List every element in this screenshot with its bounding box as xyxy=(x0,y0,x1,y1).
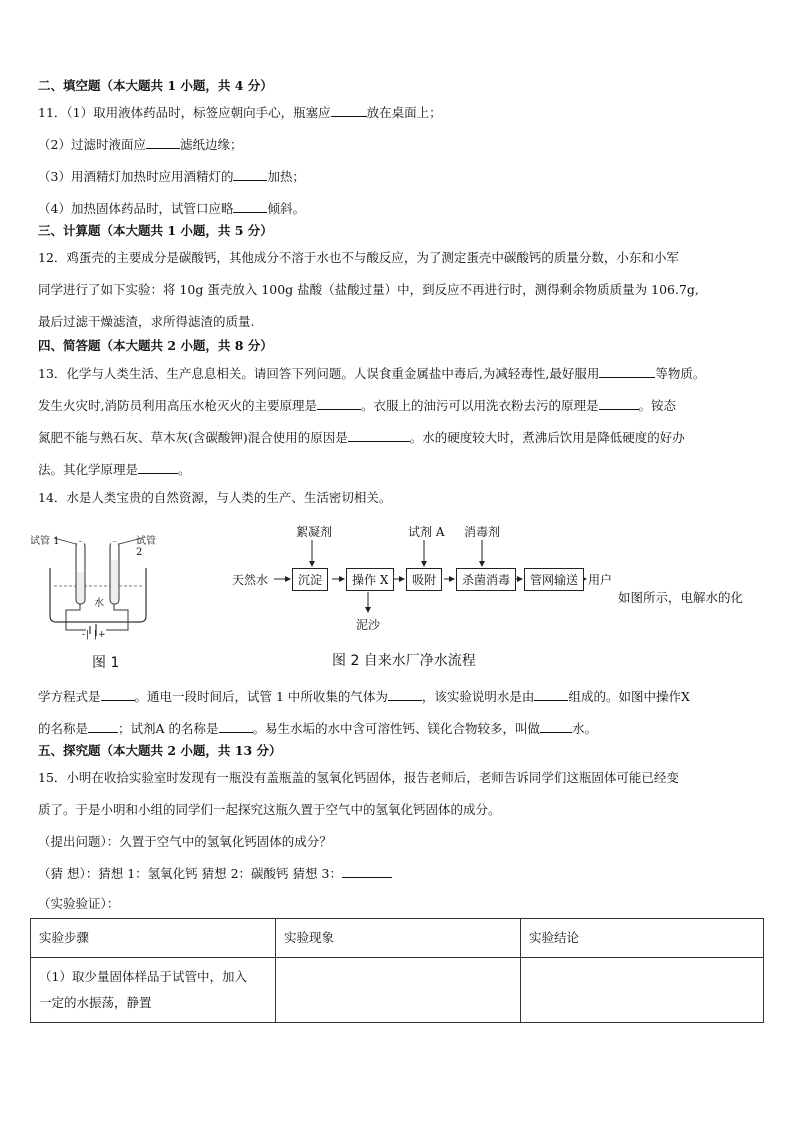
q13-text: 13．化学与人类生活、生产息息相关。请回答下列问题。人误食重金属盐中毒后,为减轻毒性,最好服用 xyxy=(38,366,600,381)
q11-line3 xyxy=(38,168,305,185)
flow-flocculant: 絮凝剂 xyxy=(296,525,333,539)
blank[interactable] xyxy=(138,461,178,474)
flow-source: 天然水 xyxy=(232,573,269,587)
q15-guess xyxy=(38,865,392,882)
q14-text: ；试剂A 的名称是 xyxy=(118,721,219,736)
q12-line3: 最后过滤干燥滤渣，求所得滤渣的质量. xyxy=(38,314,255,329)
q11-line2 xyxy=(38,136,242,153)
table-row xyxy=(31,958,764,1023)
q11-text: 滤纸边缘； xyxy=(179,137,243,152)
blank[interactable] xyxy=(219,720,253,733)
q15-verify: （实验验证）： xyxy=(38,896,120,911)
q13-line4 xyxy=(38,461,191,478)
blank[interactable] xyxy=(342,865,392,878)
q12-line1: 12．鸡蛋壳的主要成分是碳酸钙，其他成分不溶于水也不与酸反应，为了测定蛋壳中碳酸钙的质量分数，小东和小军 xyxy=(38,250,679,265)
q14-line1: 14．水是人类宝贵的自然资源，与人类的生产、生活密切相关。 xyxy=(38,490,392,505)
q14-text: 。易生水垢的水中含可溶性钙、镁化合物较多，叫做 xyxy=(252,721,541,736)
q11-line4 xyxy=(38,200,305,217)
blank[interactable] xyxy=(388,688,422,701)
table-header-row xyxy=(31,919,764,958)
q15-guess-text: （猜 想）：猜想 1：氢氧化钙 猜想 2：碳酸钙 猜想 3： xyxy=(38,866,342,881)
figure-1-caption: 图 1 xyxy=(92,655,120,671)
section-5-heading: 五、探究题（本大题共 2 小题，共 13 分） xyxy=(38,743,282,758)
figure-2-caption: 图 2 自来水厂净水流程 xyxy=(332,653,476,669)
table-header-cell: 实验步骤 xyxy=(31,919,276,958)
table-cell-conclusion[interactable] xyxy=(521,958,764,1023)
flow-reagent-a: 试剂 A xyxy=(408,525,445,539)
section-2-heading: 二、填空题（本大题共 1 小题，共 4 分） xyxy=(38,78,273,93)
blank[interactable] xyxy=(146,136,180,149)
table-header-cell: 实验现象 xyxy=(276,919,521,958)
flow-step-pipeline: 管网输送 xyxy=(524,568,584,591)
q14-text: 的名称是 xyxy=(38,721,89,736)
q11-text: （3）用酒精灯加热时应用酒精灯的 xyxy=(38,169,234,184)
q13-text: 。衣服上的油污可以用洗衣粉去污的原理是 xyxy=(360,398,599,413)
q11-text: 加热； xyxy=(267,169,305,184)
q14-line2 xyxy=(38,688,690,705)
blank[interactable] xyxy=(233,200,267,213)
section-3-heading: 三、计算题（本大题共 1 小题，共 5 分） xyxy=(38,223,273,238)
blank[interactable] xyxy=(88,720,118,733)
experiment-table xyxy=(30,918,764,1023)
figure-1-electrolysis xyxy=(30,530,160,642)
blank[interactable] xyxy=(101,688,135,701)
table-header-cell: 实验结论 xyxy=(521,919,764,958)
q13-text: 等物质。 xyxy=(655,366,706,381)
figure-2-flow xyxy=(232,520,612,640)
q11-text: 放在桌面上； xyxy=(366,105,442,120)
q13-line2 xyxy=(38,397,676,414)
flow-user: 用户 xyxy=(588,573,613,587)
q11-text: 倾斜。 xyxy=(267,201,305,216)
q13-text: 法。其化学原理是 xyxy=(38,462,139,477)
q13-text: 氮肥不能与熟石灰、草木灰(含碳酸钾)混合使用的原因是 xyxy=(38,430,348,445)
q13-text: 。 xyxy=(178,462,191,477)
q11-text: （2）过滤时液面应 xyxy=(38,137,146,152)
tube-1-label: 试管 1 xyxy=(30,536,60,547)
table-cell-step xyxy=(31,958,276,1023)
q11-line1 xyxy=(38,104,442,121)
q14-text: 。通电一段时间后，试管 1 中所收集的气体为 xyxy=(134,689,388,704)
blank[interactable] xyxy=(534,688,568,701)
water-label: 水 xyxy=(94,598,104,609)
table-cell-phenomenon[interactable] xyxy=(276,958,521,1023)
tube-2-label: 试管 2 xyxy=(136,536,156,558)
q14-text: ，该实验说明水是由 xyxy=(421,689,535,704)
q14-text: 组成的。如图中操作X xyxy=(568,689,690,704)
q15-line2: 质了。于是小明和小组的同学们一起探究这瓶久置于空气中的氢氧化钙固体的成分。 xyxy=(38,802,501,817)
q12-line2: 同学进行了如下实验：将 10g 蛋壳放入 100g 盐酸（盐酸过量）中，到反应不再进行时，测得剩余物质质量为 106.7g, xyxy=(38,282,699,297)
blank[interactable] xyxy=(599,365,655,378)
q13-text: 。水的硬度较大时，煮沸后饮用是降低硬度的好办 xyxy=(409,430,685,445)
step-text: 一定的水振荡，静置 xyxy=(39,995,152,1010)
q14-text: 水。 xyxy=(572,721,598,736)
blank[interactable] xyxy=(348,429,410,442)
q13-text: 。铵态 xyxy=(638,398,677,413)
flow-step-disinfect: 杀菌消毒 xyxy=(456,568,516,591)
flow-step-sediment: 沉淀 xyxy=(292,568,328,591)
blank[interactable] xyxy=(331,104,367,117)
flow-step-operation-x: 操作 X xyxy=(346,568,394,591)
q14-text: 学方程式是 xyxy=(38,689,101,704)
q13-line3 xyxy=(38,429,685,446)
flow-disinfectant: 消毒剂 xyxy=(464,525,501,539)
blank[interactable] xyxy=(599,397,639,410)
flow-step-adsorb: 吸附 xyxy=(406,568,442,591)
q15-line1: 15．小明在收拾实验室时发现有一瓶没有盖瓶盖的氢氧化钙固体，报告老师后，老师告诉同学们这瓶固体可能已经变 xyxy=(38,770,679,785)
q11-text: 11．（1）取用液体药品时，标签应朝向手心，瓶塞应 xyxy=(38,105,331,120)
flow-sludge: 泥沙 xyxy=(356,618,381,632)
blank[interactable] xyxy=(317,397,361,410)
q13-text: 发生火灾时,消防员利用高压水枪灭火的主要原理是 xyxy=(38,398,317,413)
q15-question: （提出问题）：久置于空气中的氢氧化钙固体的成分？ xyxy=(38,834,332,849)
battery-label: -| |+ xyxy=(82,630,107,640)
blank[interactable] xyxy=(233,168,267,181)
section-4-heading: 四、简答题（本大题共 2 小题，共 8 分） xyxy=(38,338,273,353)
q13-line1 xyxy=(38,365,705,382)
q11-text: （4）加热固体药品时，试管口应略 xyxy=(38,201,234,216)
q14-side-text: 如图所示，电解水的化 xyxy=(618,590,744,605)
step-text: （1）取少量固体样品于试管中，加入 xyxy=(39,969,247,984)
blank[interactable] xyxy=(540,720,572,733)
q14-line3 xyxy=(38,720,597,737)
